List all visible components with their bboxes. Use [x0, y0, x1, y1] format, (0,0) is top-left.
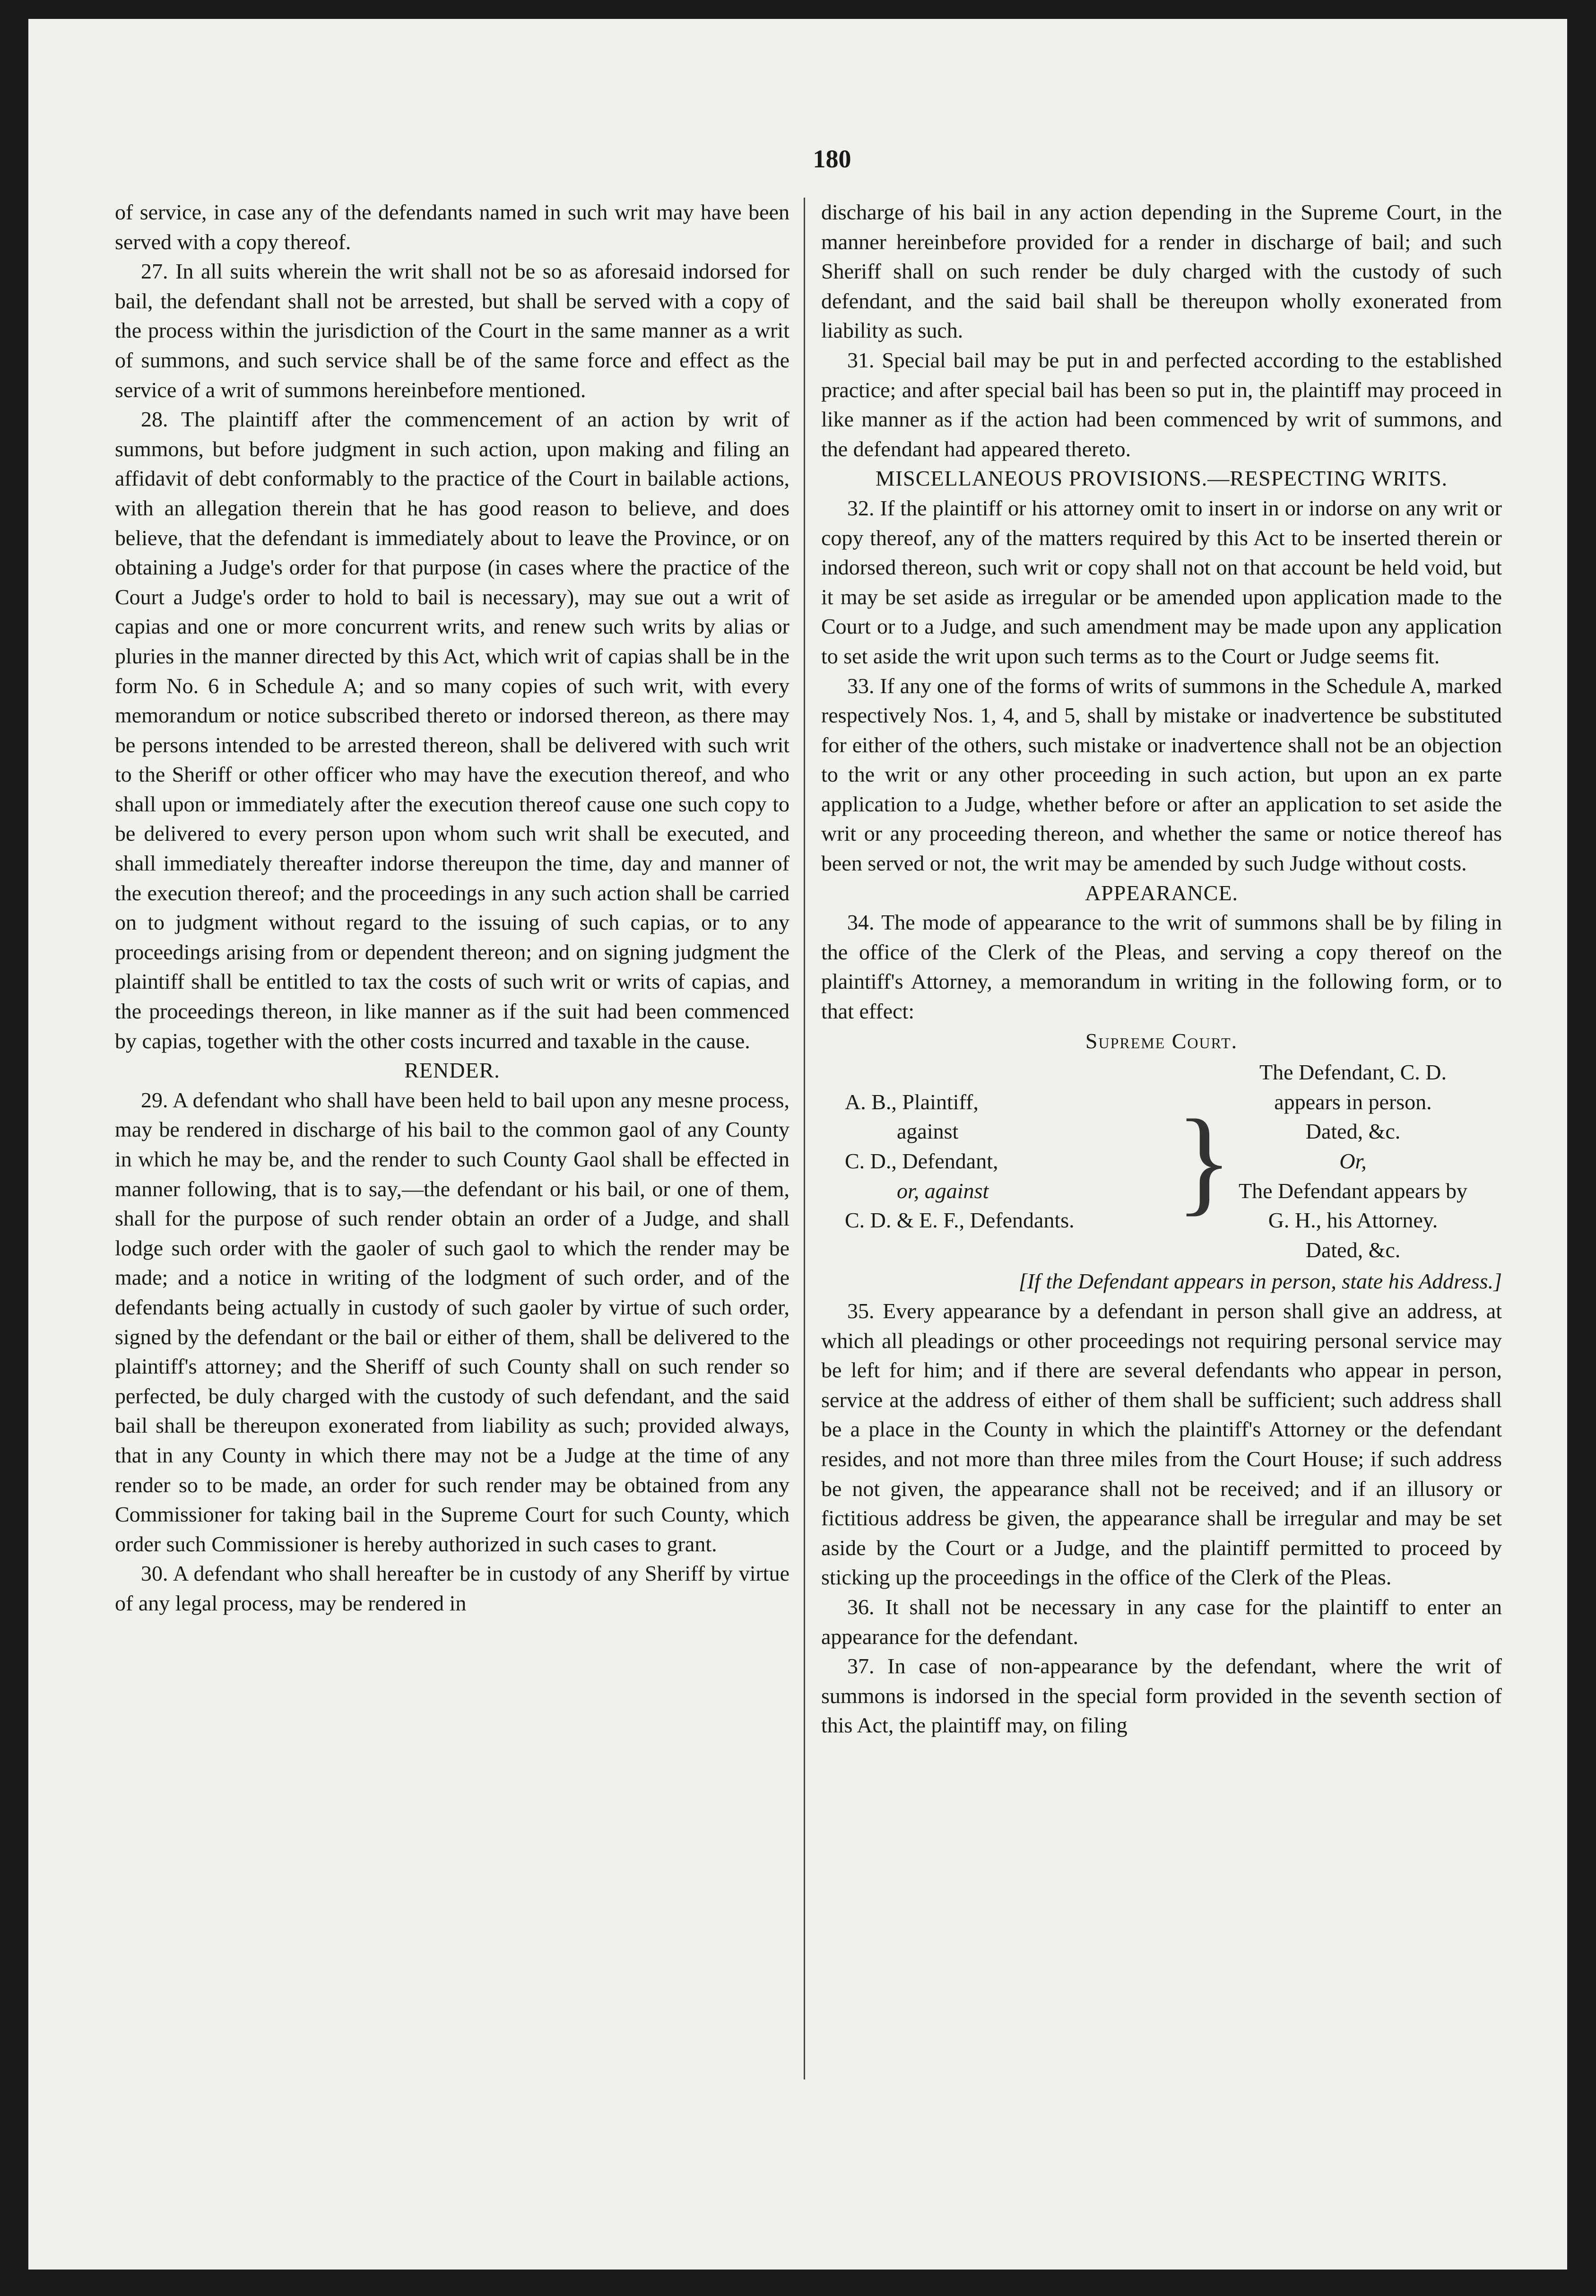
paragraph: of service, in case any of the defendants named in such writ may have been served with a copy thereof.: [115, 200, 789, 254]
paragraph-30: 30. A defendant who shall hereafter be in custody of any Sheriff by virtue of any legal process, may be rendered in: [115, 1561, 789, 1615]
section-heading-appearance: APPEARANCE.: [1084, 880, 1239, 905]
page-number: 180: [813, 145, 851, 173]
form-line: or, against: [897, 1178, 989, 1203]
paragraph-29: 29. A defendant who shall have been held to bail upon any mesne process, may be rendered in discharge of his bail to the common gaol of any County in which he may be, and the render to such County Gaol shall be effected in manner following, that is to say,—the defendant or his bail, or one of them, shall for the purpose of such render obtain an order of a Judge, and shall lodge such order with the gaoler of such gaol to which the render may be made; and a notice in writing of the lodgment of such order, and of the defendants being actually in custody of such gaoler by virtue of such order, signed by the defendant or the bail or either of them, shall be delivered to the plaintiff's attorney; and the Sheriff of such County shall on such render so perfected, be duly charged with the custody of such defendant, and the said bail shall be thereupon exonerated from liability as such; provided always, that in any County in which there may not be a Judge at the time of any render so to be made, an order for such render may be obtained from any Commissioner for taking bail in the Supreme Court for such County, which order such Commissioner is hereby authorized in such cases to grant.: [115, 1087, 789, 1556]
paragraph-36: 36. It shall not be necessary in any case for the plaintiff to enter an appearance for the defendant.: [821, 1594, 1502, 1649]
brace: }: [1176, 1096, 1232, 1227]
appearance-form: [821, 1058, 1502, 1265]
form-parties: [821, 1087, 1176, 1235]
form-line: A. B., Plaintiff,: [845, 1089, 979, 1114]
section-heading-render: RENDER.: [404, 1058, 500, 1083]
form-line: appears in person.: [1274, 1089, 1432, 1114]
form-appearance: [1204, 1058, 1502, 1265]
paragraph-35: 35. Every appearance by a defendant in person shall give an address, at which all pleadings or other proceedings not requiring personal service may be left for him; and if there are several defendants who appear in person, service at the address of either of them shall be sufficient; such address shall be a place in the County in which the plaintiff's Attorney or the defendant resides, and not more than three miles from the Court House; if such address be not given, the appearance shall not be received; and if an illusory or fictitious address be given, the appearance shall be irregular and may be set aside by the Court or a Judge, and the plaintiff permitted to proceed by sticking up the proceedings in the office of the Clerk of the Pleas.: [821, 1298, 1502, 1590]
form-line: Dated, &c.: [1305, 1119, 1401, 1144]
document-page: [28, 19, 1567, 2270]
paragraph-27: 27. In all suits wherein the writ shall not be so as aforesaid indorsed for bail, the defendant shall not be arrested, but shall be served with a copy of the process within the jurisdiction of the Court in the same manner as a writ of summons, and such service shall be of the same force and effect as the service of a writ of summons hereinbefore mentioned.: [115, 259, 789, 402]
left-column: [115, 198, 789, 1618]
form-line: C. D. & E. F., Defendants.: [845, 1208, 1075, 1233]
form-line: against: [897, 1119, 959, 1144]
form-line: The Defendant appears by: [1238, 1178, 1468, 1203]
form-line: Or,: [1339, 1149, 1367, 1173]
paragraph-32: 32. If the plaintiff or his attorney omit to insert in or indorse on any writ or copy thereof, any of the matters required by this Act to be inserted therein or indorsed thereon, such writ or copy shall not on that account be held void, but it may be set aside as irregular or be amended upon application made to the Court or to a Judge, and such amendment may be made upon any application to set aside the writ upon such terms as to the Court or Judge seems fit.: [821, 496, 1502, 668]
column-divider: [804, 198, 805, 2079]
section-heading-misc: MISCELLANEOUS PROVISIONS.—RESPECTING WRITS.: [875, 466, 1448, 491]
form-line: C. D., Defendant,: [845, 1149, 998, 1173]
right-column: [821, 198, 1502, 1740]
paragraph-31: 31. Special bail may be put in and perfected according to the established practice; and after special bail has been so put in, the plaintiff may proceed in like manner as if the action had been commenced by writ of summons, and the defendant had appeared thereto.: [821, 348, 1502, 461]
form-line: Dated, &c.: [1305, 1237, 1401, 1262]
paragraph-33: 33. If any one of the forms of writs of summons in the Schedule A, marked respectively Nos. 1, 4, and 5, shall by mistake or inadvertence be substituted for either of the others, such mistake or inadvertence shall not be an objection to the writ or any other proceeding in such action, but upon an ex parte application to a Judge, whether before or after an application to set aside the writ or any proceeding thereon, and whether the same or notice thereof has been served or not, the writ may be amended by such Judge without costs.: [821, 673, 1502, 876]
form-court-title: Supreme Court.: [1085, 1028, 1238, 1053]
form-line: The Defendant, C. D.: [1259, 1060, 1447, 1085]
form-note: [If the Defendant appears in person, state his Address.]: [1018, 1269, 1502, 1294]
paragraph-34: 34. The mode of appearance to the writ of summons shall be by filing in the office of the Clerk of the Pleas, and serving a copy thereof on the plaintiff's Attorney, a memorandum in writing in the following form, or to that effect:: [821, 910, 1502, 1024]
paragraph-37: 37. In case of non-appearance by the defendant, where the writ of summons is indorsed in the special form provided in the seventh section of this Act, the plaintiff may, on filing: [821, 1654, 1502, 1738]
paragraph: discharge of his bail in any action depending in the Supreme Court, in the manner hereinbefore provided for a render in discharge of bail; and such Sheriff shall on such render be duly charged with the custody of such defendant, and the said bail shall be thereupon wholly exonerated from liability as such.: [821, 200, 1502, 343]
paragraph-28: 28. The plaintiff after the commencement of an action by writ of summons, but before judgment in such action, upon making and filing an affidavit of debt conformably to the practice of the Court in bailable actions, with an allegation therein that he has good reason to believe, and does believe, that the defendant is immediately about to leave the Province, or on obtaining a Judge's order for that purpose (in cases where the practice of the Court a Judge's order to hold to bail is necessary), may sue out a writ of capias and one or more concurrent writs, and renew such writs by alias or pluries in the manner directed by this Act, which writ of capias shall be in the form No. 6 in Schedule A; and so many copies of such writ, with every memorandum or notice subscribed thereto or indorsed thereon, as there may be persons intended to be arrested thereon, shall be delivered with such writ to the Sheriff or other officer who may have the execution thereof, and who shall upon or immediately after the execution thereof cause one such copy to be delivered to every person upon whom such writ shall be executed, and shall immediately thereafter indorse thereupon the time, day and manner of the execution thereof; and the proceedings in any such action shall be carried on to judgment without regard to the issuing of such capias, or to any proceedings arising from or dependent thereon; and on signing judgment the plaintiff shall be entitled to tax the costs of such writ or writs of capias, and the proceedings thereon, in like manner as if the suit had been commenced by capias, together with the other costs incurred and taxable in the cause.: [115, 407, 789, 1053]
form-line: G. H., his Attorney.: [1268, 1208, 1438, 1233]
